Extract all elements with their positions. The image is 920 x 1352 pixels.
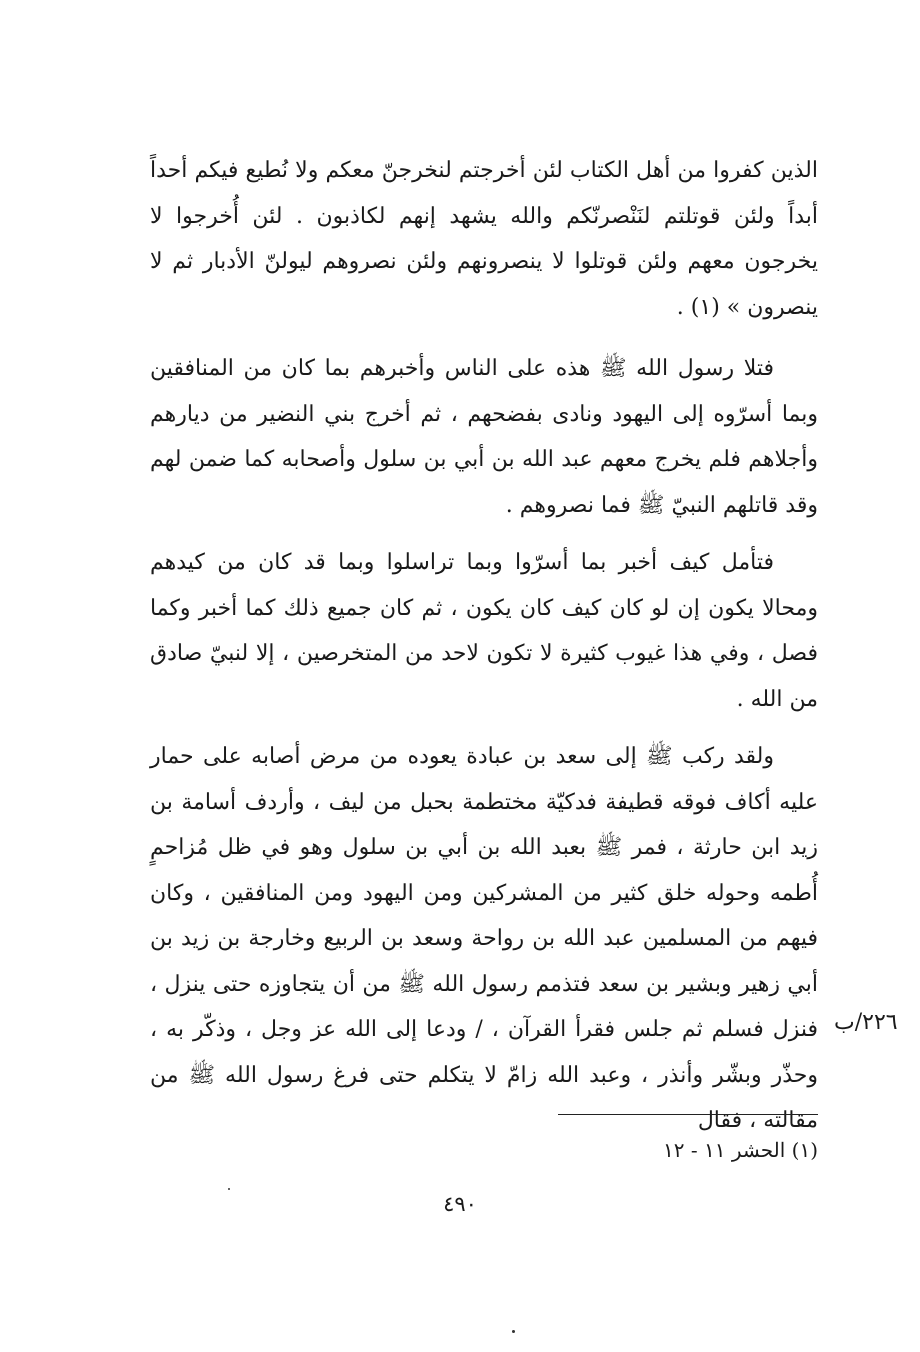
footnote: (١) الحشر ١١ - ١٢ <box>663 1138 818 1162</box>
footnote-divider <box>558 1114 818 1115</box>
manuscript-folio-marker: ٢٢٦/ب <box>834 1010 898 1035</box>
paragraph-2: فتلا رسول الله ﷺ هذه على الناس وأخبرهم بما كان من المنافقين وبما أسرّوه إلى اليهود ونادى بفضحهم ، ثم أخرج بني النضير من ديارهم وأجلاهم فلم يخرج معهم عبد الله بن أبي بن سلول وأصحابه كما ضمن لهم وقد قاتلهم النبيّ ﷺ فما نصروهم . <box>150 356 818 518</box>
paragraph-4: ولقد ركب ﷺ إلى سعد بن عبادة يعوده من مرض أصابه على حمار عليه أكاف فوقه قطيفة فدكيّة مختطمة بحبل من ليف ، وأردف أسامة بن زيد ابن حارثة ، فمر ﷺ بعبد الله بن أبي بن سلول وهو في ظل مُزاحمٍ أُطمه وحوله خلق كثير من المشركين ومن اليهود ومن المنافقين ، وكان فيهم من المسلمين عبد الله بن رواحة وسعد بن الربيع وخارجة بن زيد بن أبي زهير وبشير بن سعد فتذمم رسول الله ﷺ من أن يتجاوزه حتى ينزل ، فنزل فسلم ثم جلس فقرأ القرآن ، / ودعا إلى الله عز وجل ، وذكّر به ، وحذّر وبشّر وأنذر ، وعبد الله زامّ لا يتكلم حتى فرغ رسول الله ﷺ من مقالته ، فقال <box>150 744 818 1133</box>
paragraph-1: الذين كفروا من أهل الكتاب لئن أخرجتم لنخرجنّ معكم ولا نُطيع فيكم أحداً أبداً ولئن قوتلتم لنَنْصرنّكم والله يشهد إنهم لكاذبون . لئن أُخرجوا لا يخرجون معهم ولئن قوتلوا لا ينصرونهم ولئن نصروهم ليولنّ الأدبار ثم لا ينصرون » (١) . <box>150 158 818 320</box>
page-number: ٤٩٠ <box>443 1192 477 1216</box>
ink-speck <box>228 1188 230 1190</box>
paragraph-3: فتأمل كيف أخبر بما أسرّوا وبما تراسلوا وبما قد كان من كيدهم ومحالا يكون إن لو كان كيف كان يكون ، ثم كان جميع ذلك كما أخبر وكما فصل ، وفي هذا غيوب كثيرة لا تكون لاحد من المتخرصين ، إلا لنبيّ صادق من الله . <box>150 550 818 712</box>
ink-speck <box>512 1330 515 1333</box>
